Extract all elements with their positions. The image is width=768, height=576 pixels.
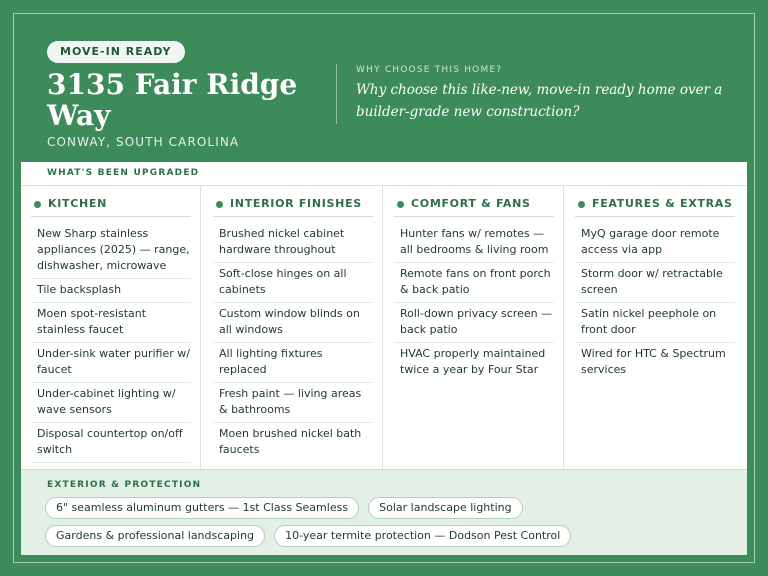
exterior-pill: 10-year termite protection — Dodson Pest Control [274,525,571,547]
upgraded-header [21,162,747,186]
exterior-protection-section [21,469,747,555]
list-item: Custom window blinds on all windows [213,304,373,343]
column-features-extras [565,186,745,469]
bullet-dot-icon [397,201,404,208]
exterior-label: EXTERIOR & PROTECTION [47,480,202,490]
list-item: New Sharp stainless appliances (2025) — range, dishwasher, microwave [31,224,191,279]
list-item: MyQ garage door remote access via app [575,224,735,263]
exterior-pill: 6" seamless aluminum gutters — 1st Class Seamless [45,497,359,519]
column-list [31,224,191,487]
column-title: COMFORT & FANS [411,197,531,210]
list-item: HVAC properly maintained twice a year by Four Star [400,347,546,376]
column-title: INTERIOR FINISHES [230,197,362,210]
exterior-pill: Solar landscape lighting [368,497,522,519]
exterior-pill-list [45,496,735,552]
upgrade-columns [21,186,747,469]
column-list [394,224,554,383]
list-item: Under-cabinet lighting w/ wave sensors [31,384,191,423]
column-interior-finishes [203,186,383,469]
exterior-pill: Gardens & professional landscaping [45,525,265,547]
why-label: WHY CHOOSE THIS HOME? [356,65,503,75]
list-item: Tile backsplash [31,280,191,303]
list-item: Moen brushed nickel bath faucets [219,427,362,456]
column-title: KITCHEN [48,197,108,210]
list-item: Hunter fans w/ remotes — all bedrooms & living room [394,224,554,263]
property-location: CONWAY, SOUTH CAROLINA [47,135,240,149]
property-address-title: 3135 Fair Ridge Way [47,68,298,132]
column-kitchen [21,186,201,469]
column-header [394,196,554,217]
why-text: Why choose this like-new, move-in ready home over a builder-grade new construction? [356,82,723,120]
list-item: Under-sink water purifier w/ faucet [31,344,191,383]
list-item: Remote fans on front porch & back patio [394,264,554,303]
column-list [213,224,373,463]
list-item: Satin nickel peephole on front door [575,304,735,343]
bullet-dot-icon [216,201,223,208]
column-list [575,224,735,383]
column-header [31,196,191,217]
column-title: FEATURES & EXTRAS [592,197,733,210]
column-comfort-fans [384,186,564,469]
list-item: Roll-down privacy screen — back patio [394,304,554,343]
list-item: Soft-close hinges on all cabinets [213,264,373,303]
column-header [575,196,735,217]
bullet-dot-icon [34,201,41,208]
upgraded-label: WHAT'S BEEN UPGRADED [47,168,200,178]
bullet-dot-icon [578,201,585,208]
hero-banner [21,21,747,162]
move-in-ready-badge: MOVE-IN READY [47,41,185,63]
list-item: Disposal countertop on/off switch [31,424,191,463]
list-item: Wired for HTC & Spectrum services [581,347,726,376]
list-item: Storm door w/ retractable screen [575,264,735,303]
list-item: Brushed nickel cabinet hardware throughout [213,224,373,263]
list-item: Moen spot-resistant stainless faucet [31,304,191,343]
list-item: Fresh paint — living areas & bathrooms [213,384,373,423]
hero-divider [336,64,337,124]
list-item: All lighting fixtures replaced [213,344,373,383]
flyer-card [21,21,747,555]
column-header [213,196,373,217]
